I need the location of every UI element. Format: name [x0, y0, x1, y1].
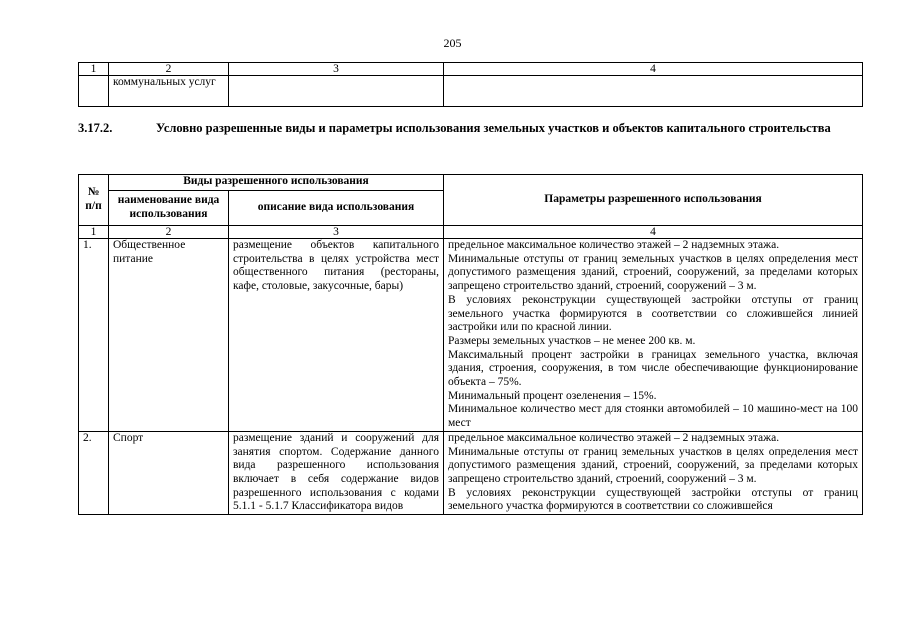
column-number-row [79, 226, 863, 239]
column-number: 4 [444, 63, 863, 76]
column-number: 3 [229, 226, 444, 239]
param-line: предельное максимальное количество этажей – 2 надземных этажа. [448, 431, 780, 444]
row-params [444, 239, 863, 432]
permitted-use-table [78, 174, 863, 515]
param-line: Максимальный процент застройки в границах земельного участка, включая здания, строения, сооружения, в том числе обеспечивающие функционирование объекта – 75%. [448, 348, 858, 389]
header-params: Параметры разрешенного использования [444, 175, 863, 226]
header-group: Виды разрешенного использования [109, 175, 444, 191]
column-number: 4 [444, 226, 863, 239]
param-line: В условиях реконструкции существующей застройки отступы от границ земельного участка формируются в соответствии со сложившейся линией застройки или по красной линии. [448, 293, 858, 334]
param-line: Минимальные отступы от границ земельных участков в целях определения мест допустимого размещения зданий, строений, сооружений, за пределами которых запрещено строительство зданий, строений, сооружений – 3 м. [448, 252, 858, 293]
param-line: Размеры земельных участков – не менее 200 кв. м. [448, 334, 696, 347]
column-number: 3 [229, 63, 444, 76]
row-params [444, 431, 863, 514]
column-number: 2 [109, 226, 229, 239]
param-line: Минимальное количество мест для стоянки автомобилей – 10 машино-мест на 100 мест [448, 403, 858, 430]
section-number: 3.17.2. [78, 121, 113, 135]
row-name: Общественное питание [109, 239, 229, 432]
column-number: 1 [79, 63, 109, 76]
column-number: 2 [109, 63, 229, 76]
param-line: предельное максимальное количество этажей – 2 надземных этажа. [448, 239, 780, 251]
cell-params [444, 76, 863, 107]
param-line: В условиях реконструкции существующей застройки отступы от границ земельного участка формируются в соответствии со сложившейся [448, 486, 858, 513]
page-number: 205 [443, 36, 462, 50]
cell-description [229, 76, 444, 107]
param-line: Минимальный процент озеленения – 15%. [448, 389, 657, 402]
param-line: Минимальные отступы от границ земельных участков в целях определения мест допустимого размещения зданий, строений, сооружений, за пределами которых запрещено строительство зданий, строений, сооружений – 3 м. [448, 445, 858, 485]
column-number-row [79, 63, 863, 76]
table-row [79, 431, 863, 514]
row-description: размещение объектов капитального строительства в целях устройства мест общественного питания (рестораны, кафе, столовые, закусочные, бары) [229, 239, 444, 432]
header-row [79, 175, 863, 191]
header-name: наименование вида использования [109, 190, 229, 225]
section-title: Условно разрешенные виды и параметры использования земельных участков и объектов капитального строительства [156, 121, 831, 135]
table-row [79, 76, 863, 107]
header-description: описание вида использования [229, 190, 444, 225]
row-num: 2. [79, 431, 109, 514]
row-name: Спорт [109, 431, 229, 514]
cell-num [79, 76, 109, 107]
header-num: № п/п [79, 175, 109, 226]
continuation-table [78, 62, 863, 107]
column-number: 1 [79, 226, 109, 239]
table-row [79, 239, 863, 432]
row-num: 1. [79, 239, 109, 432]
cell-name: коммунальных услуг [109, 76, 229, 107]
row-description: размещение зданий и сооружений для занятия спортом. Содержание данного вида разрешенного использования включает в себя содержание видов разрешенного использования с кодами 5.1.1 - 5.1.7 Классификатора видов [229, 431, 444, 514]
